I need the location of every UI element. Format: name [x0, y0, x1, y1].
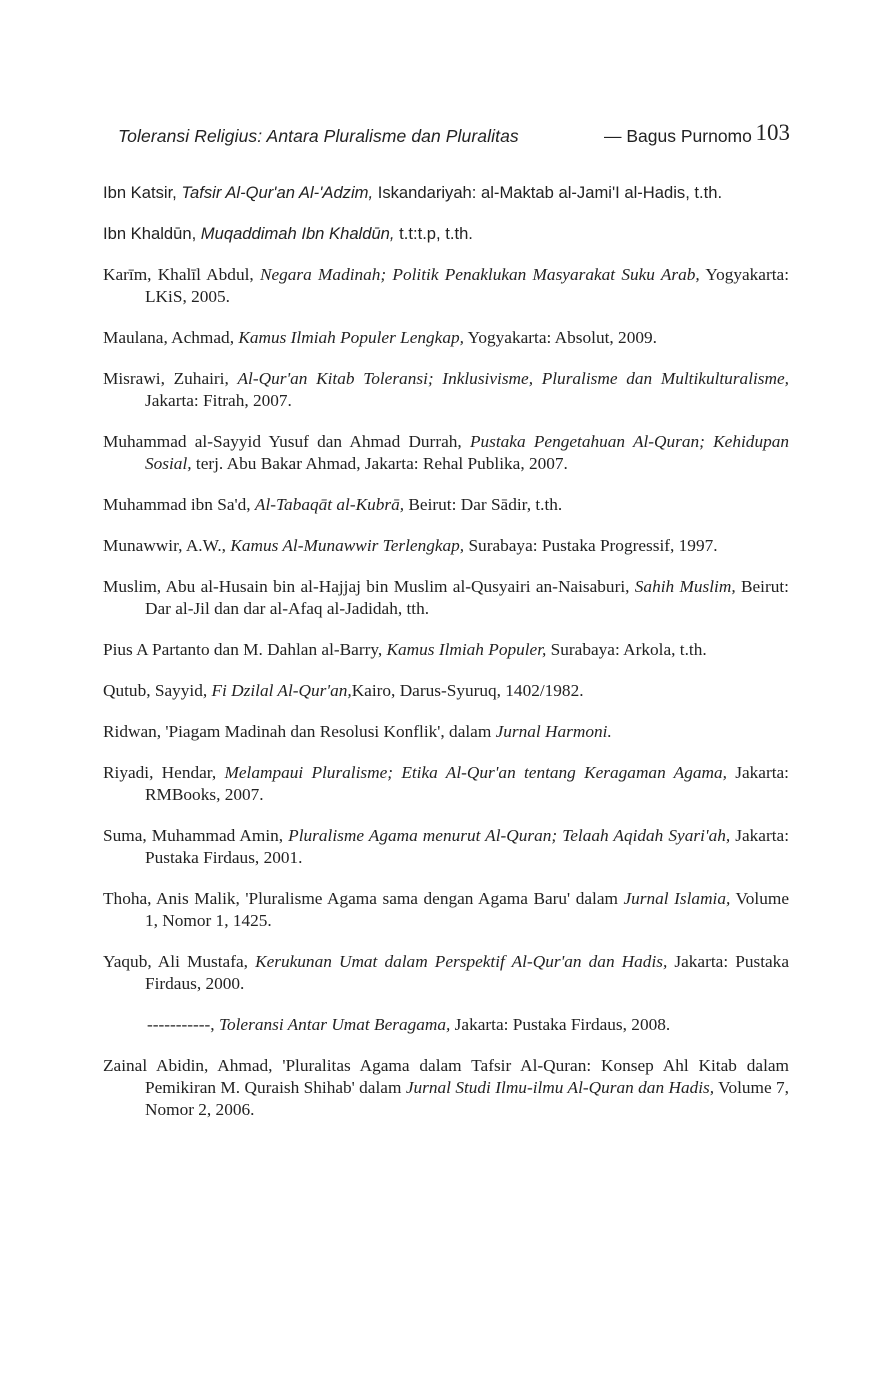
bibliography-entry: Maulana, Achmad, Kamus Ilmiah Populer Lengkap, Yogyakarta: Absolut, 2009. [103, 328, 657, 347]
bibliography-list [103, 182, 789, 1140]
running-header [118, 120, 790, 152]
bibliography-entry: Munawwir, A.W., Kamus Al-Munawwir Terlengkap, Surabaya: Pustaka Progressif, 1997. [103, 536, 718, 555]
bibliography-entry: Yaqub, Ali Mustafa, Kerukunan Umat dalam Perspektif Al-Qur'an dan Hadis, Jakarta: Pustaka Firdaus, 2000. [103, 952, 789, 993]
bibliography-entry: Ibn Katsir, Tafsir Al-Qur'an Al-'Adzim, Iskandariyah: al-Maktab al-Jami'I al-Hadis, t.th. [103, 183, 723, 202]
bibliography-entry: Ibn Khaldūn, Muqaddimah Ibn Khaldūn, t.t:t.p, t.th. [103, 224, 473, 243]
bibliography-entry: Muhammad al-Sayyid Yusuf dan Ahmad Durrah, Pustaka Pengetahuan Al-Quran; Kehidupan Sosial, terj. Abu Bakar Ahmad, Jakarta: Rehal Publika, 2007. [103, 432, 790, 473]
running-header-title: Toleransi Religius: Antara Pluralisme dan Pluralitas [118, 126, 519, 146]
bibliography-entry: Muhammad ibn Sa'd, Al-Tabaqāt al-Kubrā, Beirut: Dar Sādir, t.th. [103, 495, 563, 514]
bibliography-entry: -----------, Toleransi Antar Umat Beragama, Jakarta: Pustaka Firdaus, 2008. [147, 1015, 671, 1034]
bibliography-entry: Misrawi, Zuhairi, Al-Qur'an Kitab Toleransi; Inklusivisme, Pluralisme dan Multikulturalisme, Jakarta: Fitrah, 2007. [103, 369, 789, 410]
bibliography-entry: Suma, Muhammad Amin, Pluralisme Agama menurut Al-Quran; Telaah Aqidah Syari'ah, Jakarta: Pustaka Firdaus, 2001. [103, 826, 789, 867]
bibliography-entry: Karīm, Khalīl Abdul, Negara Madinah; Politik Penaklukan Masyarakat Suku Arab, Yogyakarta: LKiS, 2005. [103, 265, 790, 306]
bibliography-entry: Pius A Partanto dan M. Dahlan al-Barry, Kamus Ilmiah Populer, Surabaya: Arkola, t.th. [103, 640, 707, 659]
bibliography-entry: Riyadi, Hendar, Melampaui Pluralisme; Etika Al-Qur'an tentang Keragaman Agama, Jakarta: RMBooks, 2007. [103, 763, 789, 804]
running-header-author [604, 121, 752, 151]
bibliography-entry: Thoha, Anis Malik, 'Pluralisme Agama sama dengan Agama Baru' dalam Jurnal Islamia, Volume 1, Nomor 1, 1425. [103, 889, 789, 930]
header-separator: — [604, 126, 622, 146]
bibliography-entry: Zainal Abidin, Ahmad, 'Pluralitas Agama dalam Tafsir Al-Quran: Konsep Ahl Kitab dalam Pemikiran M. Quraish Shihab' dalam Jurnal Studi Ilmu-ilmu Al-Quran dan Hadis, Volume 7, Nomor 2, 2006. [103, 1056, 789, 1119]
bibliography-entry: Qutub, Sayyid, Fi Dzilal Al-Qur'an,Kairo, Darus-Syuruq, 1402/1982. [103, 681, 584, 700]
header-author-name: Bagus Purnomo [626, 126, 752, 146]
bibliography-entry: Ridwan, 'Piagam Madinah dan Resolusi Konflik', dalam Jurnal Harmoni. [103, 722, 612, 741]
page-number: 103 [755, 120, 790, 145]
bibliography-entry: Muslim, Abu al-Husain bin al-Hajjaj bin Muslim al-Qusyairi an-Naisaburi, Sahih Muslim, Beirut: Dar al-Jil dan dar al-Afaq al-Jadidah, tth. [103, 577, 789, 618]
